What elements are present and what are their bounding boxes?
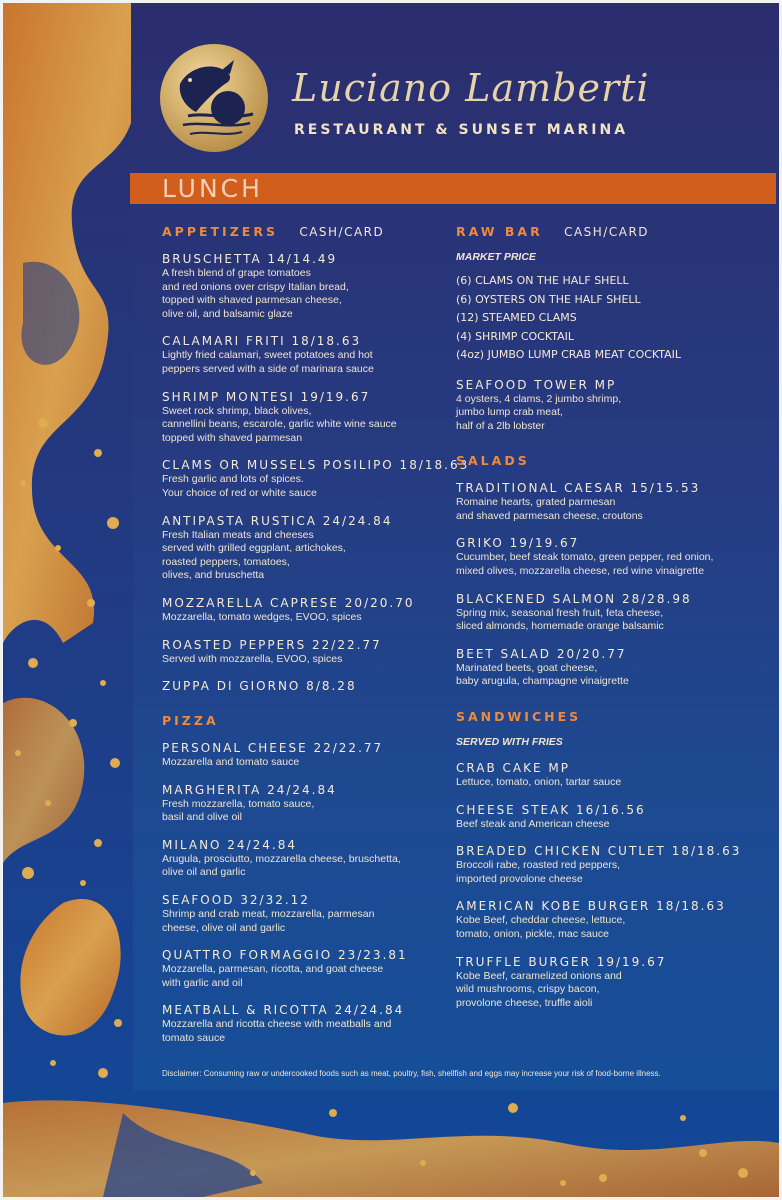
menu-item-description: 4 oysters, 4 clams, 2 jumbo shrimp, jumbo lump crab meat, half of a 2lb lobster	[456, 392, 622, 432]
sandwiches-heading	[456, 709, 768, 724]
menu-item-name: SEAFOOD TOWER MP	[456, 377, 617, 392]
menu-item	[456, 803, 768, 832]
menu-item	[456, 536, 768, 578]
menu-item-description: A fresh blend of grape tomatoes and red onions over crispy Italian bread, topped with shaved parmesan cheese, olive oil, and balsamic glaze	[162, 267, 349, 320]
menu-item-description: Romaine hearts, grated parmesan and shaved parmesan cheese, croutons	[456, 496, 643, 522]
raw-bar-payment-note: CASH/CARD	[564, 225, 650, 239]
menu-item	[162, 596, 452, 625]
menu-item	[162, 514, 452, 583]
menu-item-description: Lettuce, tomato, onion, tartar sauce	[456, 776, 622, 789]
raw-bar-item: (4oz) JUMBO LUMP CRAB MEAT COCKTAIL	[456, 348, 682, 361]
menu-item-name: TRUFFLE BURGER 19/19.67	[456, 954, 667, 969]
pizza-heading	[162, 713, 452, 728]
raw-bar-item: (6) OYSTERS ON THE HALF SHELL	[456, 292, 641, 306]
appetizers-payment-note: CASH/CARD	[299, 225, 385, 239]
menu-item-description: Spring mix, seasonal fresh fruit, feta cheese, sliced almonds, homemade orange balsamic	[456, 606, 664, 633]
market-price-note: MARKET PRICE	[456, 251, 536, 263]
menu-item-name: MEATBALL & RICOTTA 24/24.84	[162, 1003, 405, 1018]
menu-item-description: Arugula, prosciutto, mozzarella cheese, bruschetta, olive oil and garlic	[162, 852, 401, 879]
menu-item-description: Cucumber, beef steak tomato, green pepper, red onion, mixed olives, mozzarella cheese, red wine vinaigrette	[456, 551, 714, 578]
menu-item-name: BREADED CHICKEN CUTLET 18/18.63	[456, 844, 742, 859]
menu-item-name: SHRIMP MONTESI 19/19.67	[162, 389, 371, 404]
menu-item	[162, 334, 452, 376]
menu-item-name: ZUPPA DI GIORNO 8/8.28	[162, 679, 357, 694]
left-column	[162, 224, 470, 1046]
menu-item-description: Shrimp and crab meat, mozzarella, parmesan cheese, olive oil and garlic	[162, 908, 375, 934]
brand-name: Luciano Lamberti	[292, 66, 650, 110]
disclaimer: Disclaimer: Consuming raw or undercooked foods such as meat, poultry, fish, shellfish and eggs may increase your risk of food-borne illness.	[162, 1069, 661, 1078]
menu-item-description: Mozzarella, parmesan, ricotta, and goat cheese with garlic and oil	[162, 963, 384, 989]
menu-item	[162, 638, 452, 667]
menu-item	[162, 948, 452, 990]
raw-bar-heading	[456, 224, 768, 239]
menu-item-name: CHEESE STEAK 16/16.56	[456, 802, 646, 817]
menu-item-description: Broccoli rabe, roasted red peppers, imported provolone cheese	[456, 859, 621, 885]
sandwiches-heading-label: SANDWICHES	[456, 709, 582, 725]
raw-bar-heading-label: RAW BAR	[456, 224, 543, 239]
menu-title-bar	[130, 173, 776, 204]
menu-item	[456, 899, 768, 941]
menu-item-name: TRADITIONAL CAESAR 15/15.53	[456, 481, 701, 496]
menu-item-name: ANTIPASTA RUSTICA 24/24.84	[162, 513, 393, 528]
menu-item-description: Fresh garlic and lots of spices. Your choice of red or white sauce	[162, 473, 317, 499]
salads-list	[456, 481, 768, 689]
sandwiches-list	[456, 761, 768, 1010]
menu-item	[456, 844, 768, 886]
menu-item-name: AMERICAN KOBE BURGER 18/18.63	[456, 899, 726, 914]
menu-item-name: SEAFOOD 32/32.12	[162, 893, 310, 908]
menu-title: LUNCH	[162, 174, 263, 203]
menu-item-description: Mozzarella and tomato sauce	[162, 756, 300, 769]
menu-item	[162, 741, 452, 770]
menu-item-name: BEET SALAD 20/20.77	[456, 646, 627, 661]
menu-item-name: BLACKENED SALMON 28/28.98	[456, 591, 692, 606]
menu-item	[456, 761, 768, 790]
menu-item	[162, 1003, 452, 1045]
menu-item-description: Mozzarella, tomato wedges, EVOO, spices	[162, 610, 362, 623]
menu-item-description: Lightly fried calamari, sweet potatoes and hot peppers served with a side of marinara sauce	[162, 349, 374, 375]
menu-item	[162, 838, 452, 880]
menu-item-description: Sweet rock shrimp, black olives, cannellini beans, escarole, garlic white wine sauce topped with shaved parmesan	[162, 404, 397, 444]
pizza-heading-label: PIZZA	[162, 713, 219, 729]
menu-item-description: Mozzarella and ricotta cheese with meatballs and tomato sauce	[162, 1018, 392, 1045]
menu-item-description: Served with mozzarella, EVOO, spices	[162, 652, 343, 665]
raw-bar-list	[456, 272, 768, 365]
menu-item-name: CLAMS OR MUSSELS POSILIPO 18/18.63	[162, 458, 470, 473]
menu-item-name: ROASTED PEPPERS 22/22.77	[162, 637, 382, 652]
menu-item	[456, 378, 768, 434]
menu-item-name: MARGHERITA 24/24.84	[162, 782, 337, 797]
menu-item-description: Kobe Beef, caramelized onions and wild mushrooms, crispy bacon, provolone cheese, truffle aioli	[456, 969, 622, 1009]
menu-item-description: Fresh mozzarella, tomato sauce, basil and olive oil	[162, 797, 315, 824]
menu-item-name: MOZZARELLA CAPRESE 20/20.70	[162, 595, 415, 610]
menu-item-name: QUATTRO FORMAGGIO 23/23.81	[162, 948, 408, 963]
menu-item-name: PERSONAL CHEESE 22/22.77	[162, 741, 384, 756]
raw-bar-item: (6) CLAMS ON THE HALF SHELL	[456, 274, 629, 287]
menu-item-name: BRUSCHETTA 14/14.49	[162, 252, 338, 266]
right-column	[456, 224, 768, 1010]
menu-item	[162, 679, 452, 693]
pizza-list	[162, 741, 452, 1046]
salads-heading	[456, 453, 768, 468]
brand-subtitle: RESTAURANT & SUNSET MARINA	[294, 122, 629, 138]
appetizers-list	[162, 252, 470, 694]
menu-item	[456, 647, 768, 689]
menu-item	[162, 252, 452, 321]
sandwiches-fries-note: SERVED WITH FRIES	[456, 736, 563, 749]
menu-item	[456, 592, 768, 634]
raw-bar-item: (12) STEAMED CLAMS	[456, 311, 577, 324]
appetizers-heading	[162, 224, 452, 239]
menu-item	[162, 390, 452, 446]
fish-sunset-logo-icon	[158, 42, 270, 154]
menu-item	[162, 893, 452, 935]
menu-item-name: MILANO 24/24.84	[162, 837, 297, 852]
menu-item-name: GRIKO 19/19.67	[456, 536, 580, 551]
menu-item	[456, 955, 768, 1011]
salads-heading-label: SALADS	[456, 453, 530, 469]
menu-item-name: CALAMARI FRITI 18/18.63	[162, 334, 362, 349]
menu-item-description: Beef steak and American cheese	[456, 817, 610, 830]
raw-bar-item: (4) SHRIMP COCKTAIL	[456, 329, 574, 343]
menu-item-description: Marinated beets, goat cheese, baby arugula, champagne vinaigrette	[456, 661, 629, 688]
menu-item-description: Fresh Italian meats and cheeses served with grilled eggplant, artichokes, roasted peppers, tomatoes, olives, and bruschetta	[162, 528, 346, 582]
menu-item-description: Kobe Beef, cheddar cheese, lettuce, tomato, onion, pickle, mac sauce	[456, 914, 626, 940]
menu-item	[456, 481, 768, 523]
appetizers-heading-label: APPETIZERS	[162, 224, 278, 239]
menu-item	[162, 783, 452, 825]
menu-item-name: CRAB CAKE MP	[456, 761, 570, 776]
menu-item	[162, 458, 470, 500]
